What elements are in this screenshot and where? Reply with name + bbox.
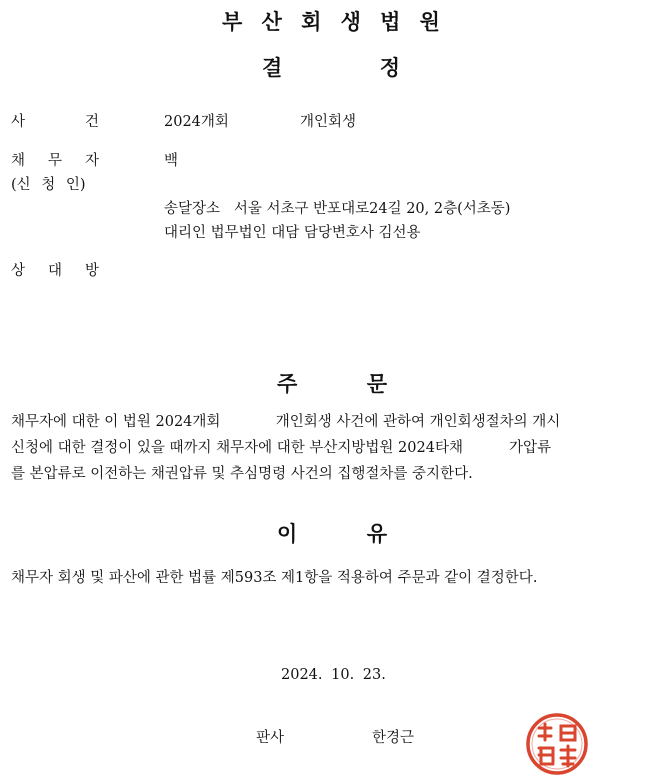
order-heading: 주 문 [277,372,387,396]
service-address: 송달장소 서울 서초구 반포대로24길 20, 2층(서초동) [164,201,511,217]
debtor-name: 백 [164,153,179,169]
applicant-label: (신 청 인) [11,177,86,193]
reason-text: 채무자 회생 및 파산에 관한 법률 제593조 제1항을 적용하여 주문과 같이 결정한다. [11,570,538,586]
case-name: 개인회생 [300,114,357,130]
decision-date: 2024. 10. 23. [281,667,386,683]
judge-title: 판사 [256,730,285,746]
reason-heading: 이 유 [277,522,387,546]
document-type: 결 정 [262,56,400,80]
debtor-label: 채 무 자 [11,153,99,169]
order-text [11,409,655,487]
case-label: 사 건 [11,114,99,130]
case-number: 2024개회 [164,114,229,130]
court-name: 부 산 회 생 법 원 [222,10,440,34]
counterparty-label: 상 대 방 [11,263,99,279]
judge-name: 한경근 [372,730,415,746]
order-line: 를 본압류로 이전하는 채권압류 및 추심명령 사건의 집행절차를 중지한다. [11,466,473,482]
official-seal-icon [525,712,589,776]
legal-agent: 대리인 법무법인 대담 담당변호사 김선용 [164,225,421,241]
order-line: 신청에 대한 결정이 있을 때까지 채무자에 대한 부산지방법원 2024타채 가압류 [11,440,552,456]
order-line: 채무자에 대한 이 법원 2024개회 개인회생 사건에 관하여 개인회생절차의 개시 [11,414,561,430]
